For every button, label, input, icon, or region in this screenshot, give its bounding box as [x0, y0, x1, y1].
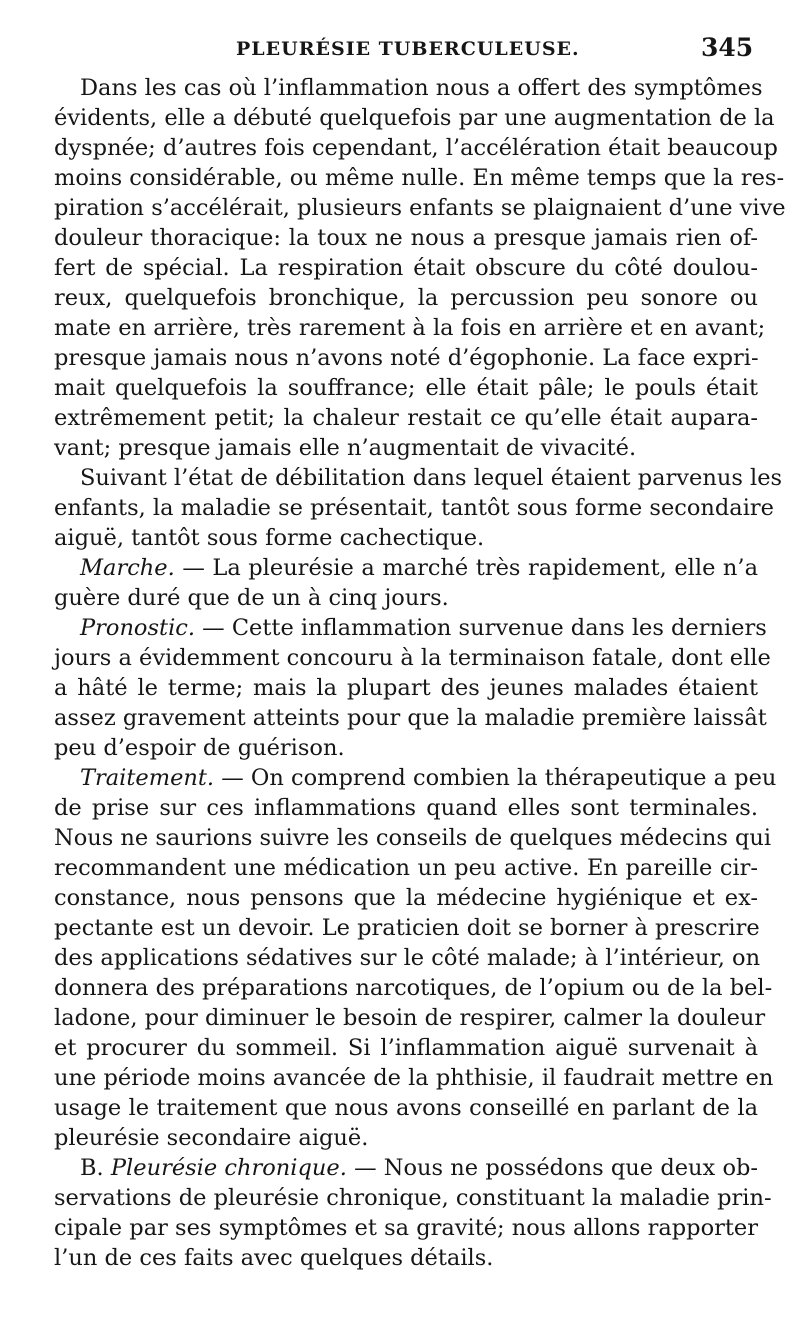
text-line: pectante est un devoir. Le praticien doit se borner à prescrire: [54, 915, 760, 941]
text-line: des applications sédatives sur le côté malade; à l’intérieur, on: [54, 945, 761, 971]
text-line: recommandent une médication un peu active. En pareille cir-: [54, 855, 758, 881]
text-line: ladone, pour diminuer le besoin de respirer, calmer la douleur: [54, 1005, 766, 1031]
text-line: assez gravement atteints pour que la maladie première laissât: [54, 705, 767, 731]
text-line: Dans les cas où l’inflammation nous a offert des symptômes: [80, 75, 763, 101]
text-line: [80, 763, 777, 793]
text-line: usage le traitement que nous avons conseillé en parlant de la: [54, 1095, 758, 1121]
text-line: dyspnée; d’autres fois cependant, l’accélération était beaucoup: [54, 135, 778, 161]
section-term: Marche.: [80, 555, 175, 581]
text-line: piration s’accélérait, plusieurs enfants se plaignaient d’une vive: [54, 195, 786, 221]
text-line: cipale par ses symptômes et sa gravité; nous allons rapporter: [54, 1215, 758, 1241]
text-line: [80, 1153, 758, 1183]
text-line: douleur thoracique: la toux ne nous a presque jamais rien of-: [54, 225, 758, 251]
text-run: — Cette inflammation survenue dans les derniers: [195, 615, 767, 641]
text-line: l’un de ces faits avec quelques détails.: [54, 1245, 494, 1271]
text-run: — Nous ne possédons que deux ob-: [346, 1155, 758, 1181]
text-line: extrêmement petit; la chaleur restait ce qu’elle était aupara-: [54, 405, 758, 431]
text-line: enfants, la maladie se présentait, tantôt sous forme secondaire: [54, 495, 774, 521]
text-line: Nous ne saurions suivre les conseils de quelques médecins qui: [54, 825, 772, 851]
text-line: peu d’espoir de guérison.: [54, 735, 345, 761]
text-line: presque jamais nous n’avons noté d’égophonie. La face expri-: [54, 345, 759, 371]
text-run: — La pleurésie a marché très rapidement, elle n’a: [174, 555, 758, 581]
text-line: moins considérable, ou même nulle. En même temps que la res-: [54, 165, 785, 191]
text-line: pleurésie secondaire aiguë.: [54, 1125, 369, 1151]
text-line: fert de spécial. La respiration était obscure du côté doulou-: [54, 255, 758, 281]
text-line: reux, quelquefois bronchique, la percussion peu sonore ou: [54, 285, 758, 311]
section-term: Traitement.: [80, 765, 215, 791]
text-line: a hâté le terme; mais la plupart des jeunes malades étaient: [54, 675, 758, 701]
text-line: servations de pleurésie chronique, constituant la maladie prin-: [54, 1185, 772, 1211]
section-prefix: B.: [80, 1155, 111, 1181]
text-line: aiguë, tantôt sous forme cachectique.: [54, 525, 485, 551]
section-term: Pronostic.: [80, 615, 196, 641]
text-line: vant; presque jamais elle n’augmentait de vivacité.: [54, 435, 637, 461]
text-line: donnera des préparations narcotiques, de l’opium ou de la bel-: [54, 975, 773, 1001]
text-line: constance, nous pensons que la médecine hygiénique et ex-: [54, 885, 758, 911]
text-line: de prise sur ces inflammations quand elles sont terminales.: [54, 795, 758, 821]
text-line: jours a évidemment concouru à la terminaison fatale, dont elle: [54, 645, 771, 671]
text-line: guère duré que de un à cinq jours.: [54, 585, 449, 611]
running-title: PLEURÉSIE TUBERCULEUSE.: [236, 38, 580, 60]
page-number: 345: [701, 33, 754, 62]
text-line: Suivant l’état de débilitation dans lequel étaient parvenus les: [80, 465, 783, 491]
text-line: une période moins avancée de la phthisie, il faudrait mettre en: [54, 1065, 774, 1091]
text-line: mait quelquefois la souffrance; elle était pâle; le pouls était: [54, 375, 758, 401]
section-term: Pleurésie chronique.: [110, 1155, 347, 1181]
text-line: évidents, elle a débuté quelquefois par une augmentation de la: [54, 105, 775, 131]
text-run: — On comprend combien la thérapeutique a peu: [214, 765, 777, 791]
text-line: et procurer du sommeil. Si l’inflammation aiguë survenait à: [54, 1035, 758, 1061]
text-line: [80, 613, 767, 643]
text-line: mate en arrière, très rarement à la fois en arrière et en avant;: [54, 315, 766, 341]
text-line: [80, 553, 758, 583]
